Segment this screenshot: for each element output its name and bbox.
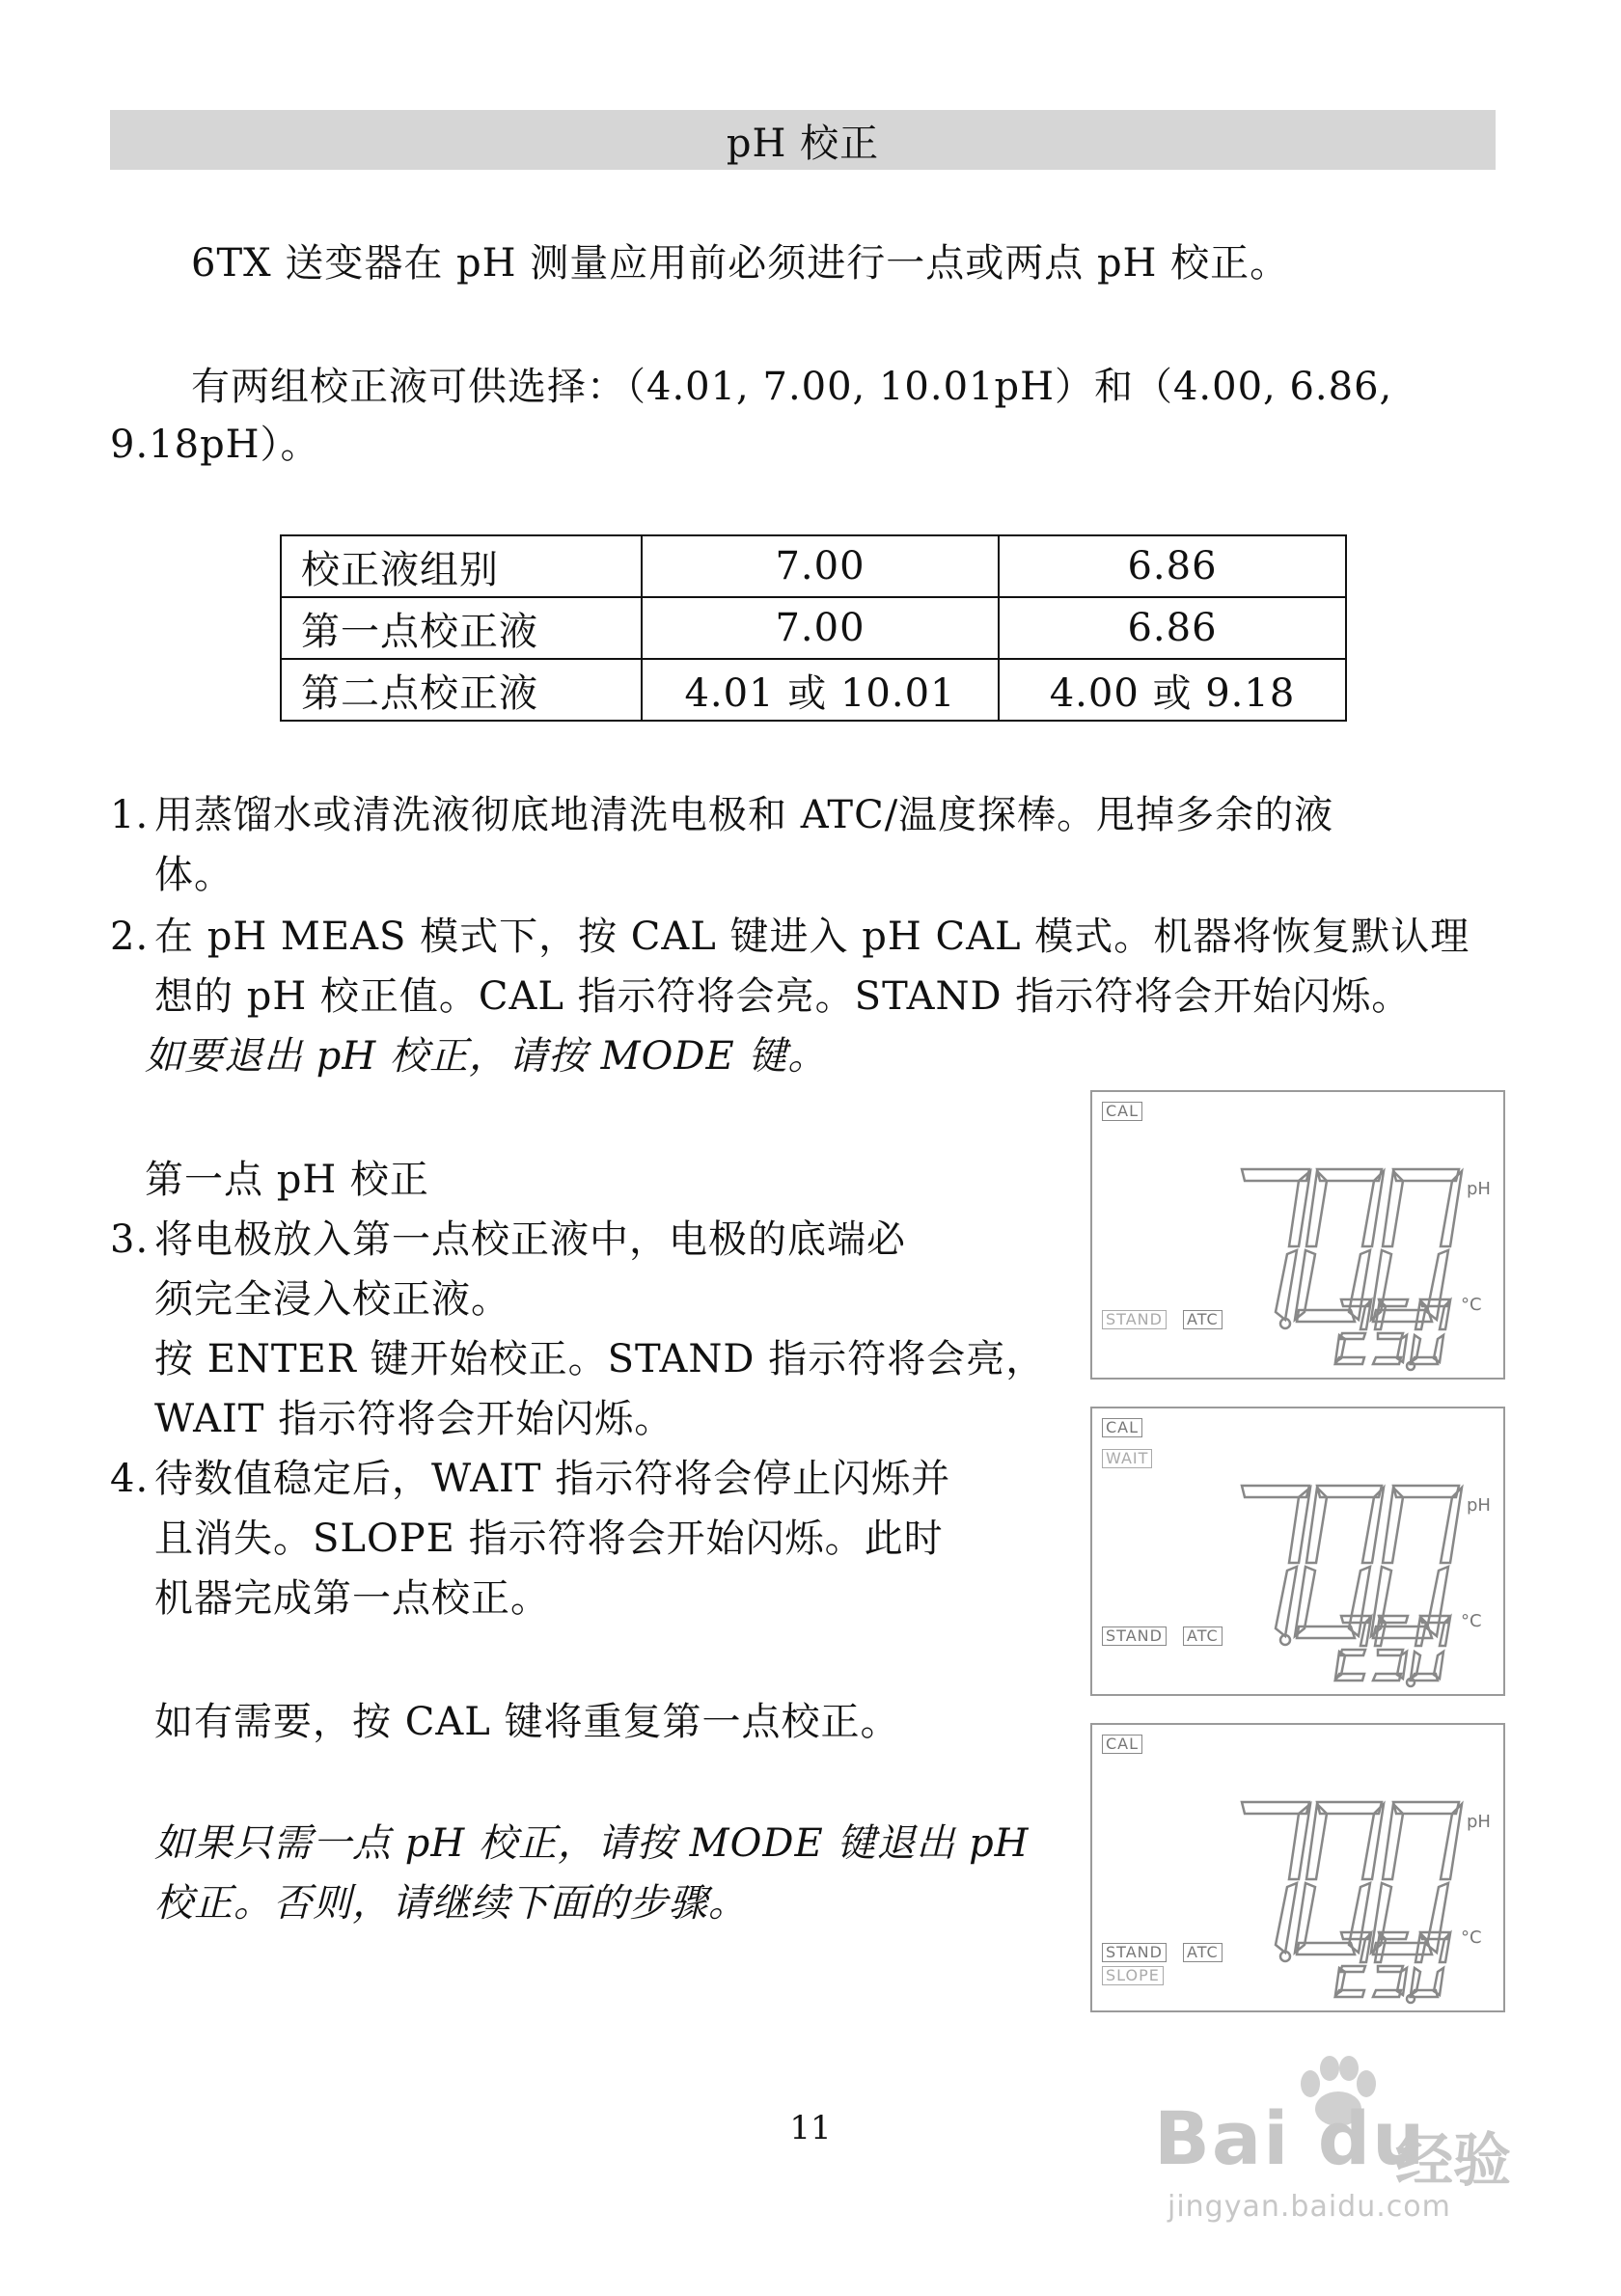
first-point-heading bbox=[145, 1150, 429, 1210]
watermark-url: jingyan.baidu.com bbox=[1168, 2190, 1451, 2224]
step-2-number: 2. bbox=[110, 915, 150, 959]
step-1-number: 1. bbox=[110, 793, 150, 837]
lcd-digits-1 bbox=[1092, 1092, 1503, 1378]
table-cell: 6.86 bbox=[999, 597, 1346, 659]
table-cell: 7.00 bbox=[642, 535, 999, 597]
step-3-line-2 bbox=[110, 1270, 510, 1329]
calibration-table bbox=[280, 534, 1347, 722]
stand-indicator: STAND bbox=[1102, 1310, 1167, 1329]
ph-unit-label: pH bbox=[1467, 1179, 1491, 1199]
table-row bbox=[281, 597, 1346, 659]
table-cell: 校正液组别 bbox=[281, 535, 642, 597]
wait-indicator: WAIT bbox=[1102, 1449, 1152, 1468]
table-row bbox=[281, 659, 1346, 721]
calibration-table-wrap bbox=[280, 534, 1347, 722]
step-4-number: 4. bbox=[110, 1457, 150, 1501]
step-3-line-4 bbox=[110, 1389, 673, 1449]
repeat-note-text: 如有需要，按 CAL 键将重复第一点校正。 bbox=[154, 1700, 900, 1744]
watermark-brand: Bai du bbox=[1154, 2095, 1427, 2181]
lcd-display-2 bbox=[1090, 1407, 1505, 1696]
step-1-text-b: 体。 bbox=[154, 853, 234, 897]
cal-indicator: CAL bbox=[1102, 1735, 1142, 1754]
exit-note-text-b: 校正。否则，请继续下面的步骤。 bbox=[154, 1881, 748, 1926]
step-1-line-1 bbox=[110, 785, 1333, 845]
page-number: 11 bbox=[789, 2109, 832, 2147]
step-3-text-b: 须完全浸入校正液。 bbox=[154, 1277, 510, 1322]
table-cell: 4.00 或 9.18 bbox=[999, 659, 1346, 721]
step-3-line-1 bbox=[110, 1210, 906, 1270]
first-point-heading-text: 第一点 pH 校正 bbox=[145, 1158, 429, 1202]
exit-note-line-2 bbox=[154, 1873, 748, 1933]
step-2-line-1 bbox=[110, 907, 1470, 967]
intro-line-2a: 有两组校正液可供选择：（4.01, 7.00, 10.01pH）和（4.00, 6.86, bbox=[191, 365, 1393, 409]
step-3-text-a: 将电极放入第一点校正液中，电极的底端必 bbox=[154, 1217, 906, 1262]
step-3-number: 3. bbox=[110, 1217, 150, 1262]
stand-indicator: STAND bbox=[1102, 1626, 1167, 1646]
intro-paragraph-2 bbox=[110, 357, 1392, 417]
lcd-display-3 bbox=[1090, 1723, 1505, 2012]
cal-indicator: CAL bbox=[1102, 1102, 1142, 1121]
step-4-line-1 bbox=[110, 1449, 950, 1509]
exit-note-line-1 bbox=[154, 1814, 1030, 1873]
step-4-text-a: 待数值稳定后，WAIT 指示符将会停止闪烁并 bbox=[154, 1457, 951, 1501]
step-3-line-3 bbox=[110, 1329, 1045, 1389]
temperature-unit-label: °C bbox=[1461, 1295, 1482, 1315]
table-cell: 4.01 或 10.01 bbox=[642, 659, 999, 721]
table-cell: 第二点校正液 bbox=[281, 659, 642, 721]
step-2-note bbox=[145, 1026, 827, 1086]
step-1-text-a: 用蒸馏水或清洗液彻底地清洗电极和 ATC/温度探棒。甩掉多余的液 bbox=[154, 793, 1334, 837]
step-2-note-text: 如要退出 pH 校正，请按 MODE 键。 bbox=[145, 1034, 828, 1079]
intro-line-1: 6TX 送变器在 pH 测量应用前必须进行一点或两点 pH 校正。 bbox=[191, 241, 1290, 286]
repeat-note bbox=[154, 1692, 899, 1752]
ph-unit-label: pH bbox=[1467, 1812, 1491, 1832]
step-4-text-b: 且消失。SLOPE 指示符将会开始闪烁。此时 bbox=[154, 1517, 944, 1561]
step-4-text-c: 机器完成第一点校正。 bbox=[154, 1576, 550, 1621]
table-cell: 7.00 bbox=[642, 597, 999, 659]
watermark-sub: 经验 bbox=[1395, 2127, 1511, 2195]
step-2-text-a: 在 pH MEAS 模式下，按 CAL 键进入 pH CAL 模式。机器将恢复默认理 bbox=[154, 915, 1470, 959]
atc-indicator: ATC bbox=[1183, 1943, 1223, 1962]
section-title: pH 校正 bbox=[726, 121, 880, 166]
stand-indicator: STAND bbox=[1102, 1943, 1167, 1962]
table-row bbox=[281, 535, 1346, 597]
step-1-line-2 bbox=[110, 845, 234, 905]
baidu-jingyan-watermark bbox=[1154, 2055, 1540, 2248]
step-4-line-2 bbox=[110, 1509, 944, 1569]
step-4-line-3 bbox=[110, 1569, 550, 1628]
step-2-line-2 bbox=[110, 967, 1411, 1026]
table-cell: 6.86 bbox=[999, 535, 1346, 597]
cal-indicator: CAL bbox=[1102, 1418, 1142, 1437]
intro-paragraph-2-cont bbox=[110, 415, 320, 475]
lcd-display-1 bbox=[1090, 1090, 1505, 1380]
step-3-text-c: 按 ENTER 键开始校正。STAND 指示符将会亮， bbox=[154, 1337, 1046, 1381]
section-title-bar bbox=[110, 110, 1496, 170]
lcd-digits-2 bbox=[1092, 1408, 1503, 1694]
temperature-unit-label: °C bbox=[1461, 1927, 1482, 1948]
step-3-text-d: WAIT 指示符将会开始闪烁。 bbox=[154, 1397, 674, 1441]
exit-note-text-a: 如果只需一点 pH 校正，请按 MODE 键退出 pH bbox=[154, 1821, 1030, 1866]
ph-unit-label: pH bbox=[1467, 1495, 1491, 1516]
slope-indicator: SLOPE bbox=[1102, 1966, 1164, 1985]
step-2-text-b: 想的 pH 校正值。CAL 指示符将会亮。STAND 指示符将会开始闪烁。 bbox=[154, 974, 1412, 1019]
table-cell: 第一点校正液 bbox=[281, 597, 642, 659]
atc-indicator: ATC bbox=[1183, 1626, 1223, 1646]
intro-paragraph-1 bbox=[110, 233, 1289, 293]
temperature-unit-label: °C bbox=[1461, 1611, 1482, 1631]
intro-line-2b: 9.18pH）。 bbox=[110, 423, 320, 467]
atc-indicator: ATC bbox=[1183, 1310, 1223, 1329]
